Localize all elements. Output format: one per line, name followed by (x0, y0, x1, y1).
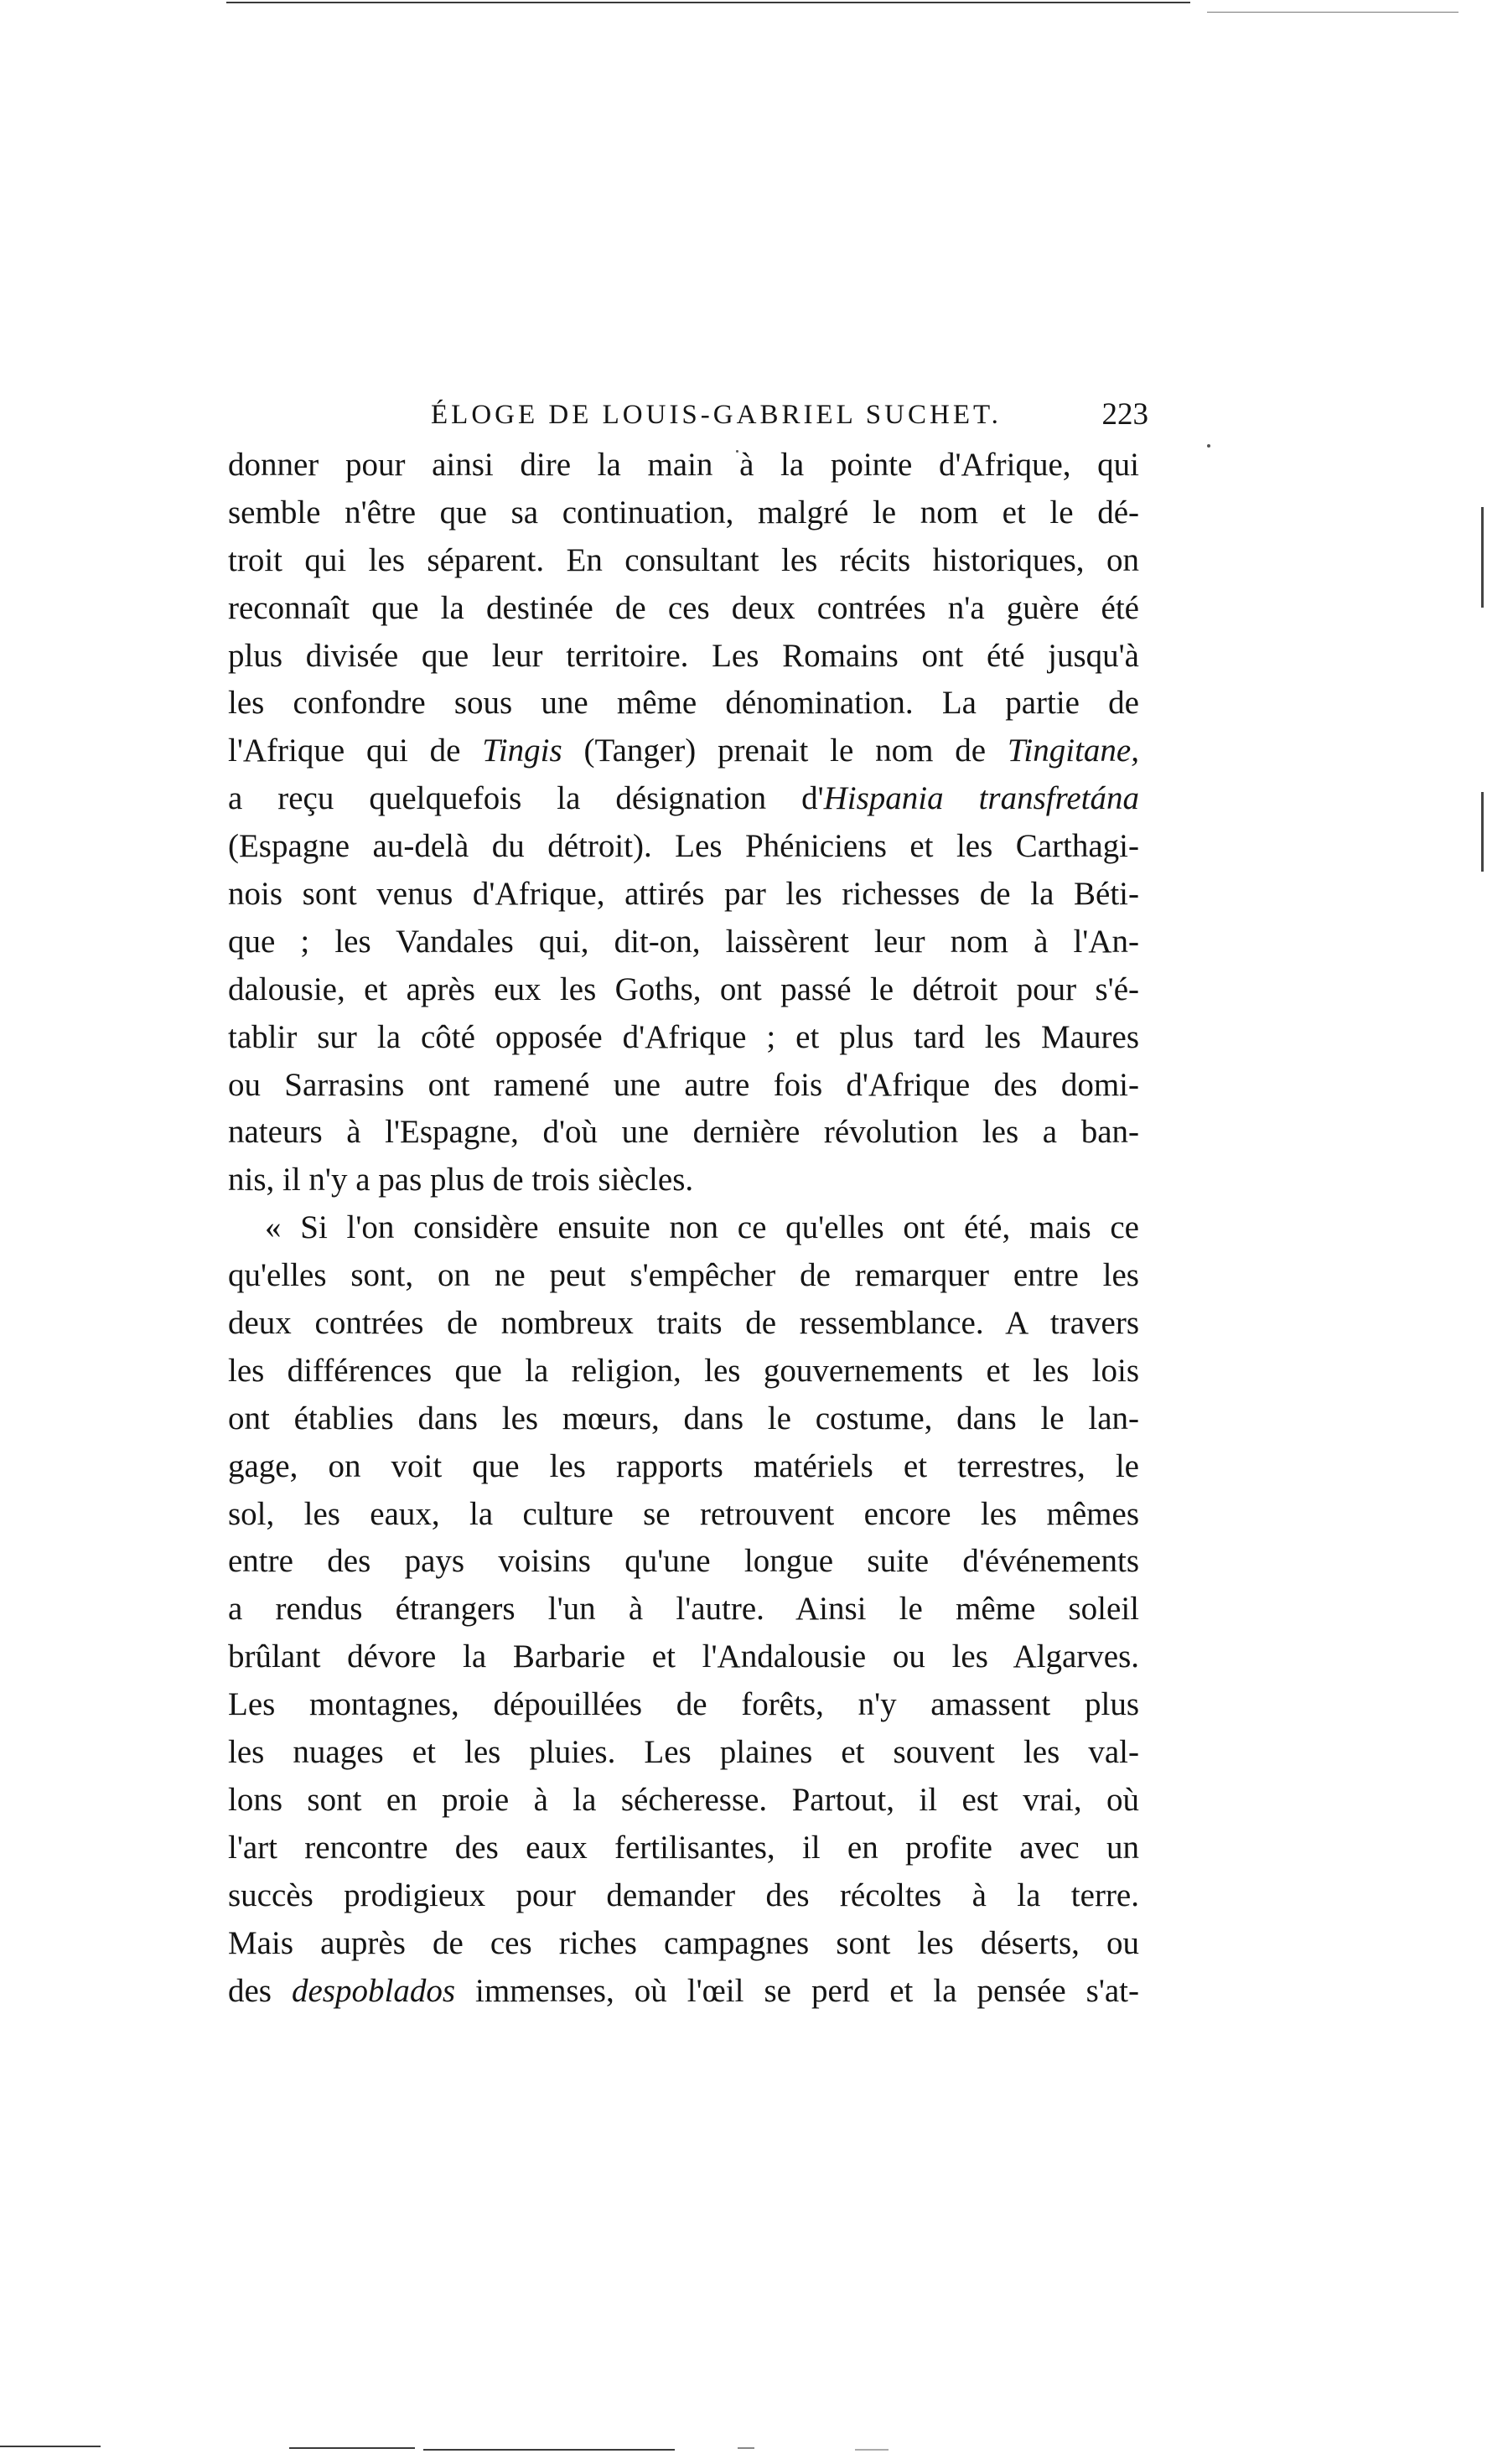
text-line: nateurs à l'Espagne, d'où une dernière révolution les a ban- (228, 1114, 1139, 1151)
text-segment: a reçu quelquefois la désignation d' (228, 780, 824, 817)
text-line: les confondre sous une même dénomination. La partie de (228, 685, 1139, 722)
scan-edge-line-bottom-2 (423, 2449, 675, 2451)
scan-speck (1207, 444, 1210, 448)
page-number: 223 (1101, 397, 1148, 432)
text-line: reconnaît que la destinée de ces deux contrées n'a guère été (228, 589, 1139, 626)
text-segment: immenses, où l'œil se perd et la pensée s'at- (455, 1972, 1139, 2009)
text-line: nois sont venus d'Afrique, attirés par les richesses de la Béti- (228, 876, 1139, 913)
text-line: que ; les Vandales qui, dit-on, laissèrent leur nom à l'An- (228, 923, 1139, 960)
text-line: nis, il n'y a pas plus de trois siècles. (228, 1162, 694, 1198)
scan-edge-line-bottom-4 (855, 2449, 889, 2451)
text-line: l'art rencontre des eaux fertilisantes, il en profite avec un (228, 1829, 1139, 1866)
text-line: brûlant dévore la Barbarie et l'Andalousie ou les Algarves. (228, 1638, 1139, 1675)
text-line: entre des pays voisins qu'une longue suite d'événements (228, 1543, 1139, 1580)
text-segment: (Tanger) prenait le nom de (562, 732, 1008, 769)
text-line (228, 775, 1139, 823)
scan-edge-line-top-right (1207, 12, 1459, 13)
paragraph (228, 442, 1139, 1204)
running-head (226, 394, 1148, 436)
body-text (228, 442, 1139, 2015)
running-title: ÉLOGE DE LOUIS-GABRIEL SUCHET. (431, 400, 1002, 430)
text-line (228, 727, 1139, 775)
text-line: « Si l'on considère ensuite non ce qu'elles ont été, mais ce (265, 1209, 1139, 1246)
scan-edge-line-bottom-3 (738, 2447, 754, 2449)
scan-edge-bar-right-2 (1481, 792, 1484, 872)
text-segment: l'Afrique qui de (228, 732, 483, 769)
text-segment: des (228, 1972, 292, 2009)
text-line: troit qui les séparent. En consultant les récits historiques, on (228, 541, 1139, 578)
text-line: les nuages et les pluies. Les plaines et souvent les val- (228, 1734, 1139, 1771)
text-line: tablir sur la côté opposée d'Afrique ; et plus tard les Maures (228, 1018, 1139, 1055)
text-line: ont établies dans les mœurs, dans le costume, dans le lan- (228, 1400, 1139, 1436)
italic-term: Hispania transfretána (823, 780, 1139, 817)
scan-edge-line-bottom-left (0, 2446, 101, 2447)
text-line (228, 1968, 1139, 2016)
text-line: Mais auprès de ces riches campagnes sont les déserts, ou (228, 1924, 1139, 1961)
italic-term: despoblados (292, 1972, 455, 2009)
text-line: lons sont en proie à la sécheresse. Partout, il est vrai, où (228, 1781, 1139, 1818)
text-line: plus divisée que leur territoire. Les Romains ont été jusqu'à (228, 637, 1139, 674)
text-line: ou Sarrasins ont ramené une autre fois d'Afrique des domi- (228, 1066, 1139, 1103)
text-line: donner pour ainsi dire la main à la pointe d'Afrique, qui (228, 447, 1139, 483)
text-line: semble n'être que sa continuation, malgré le nom et le dé- (228, 494, 1139, 531)
text-line: Les montagnes, dépouillées de forêts, n'y amassent plus (228, 1686, 1139, 1723)
text-line: gage, on voit que les rapports matériels et terrestres, le (228, 1447, 1139, 1484)
italic-term: Tingis (482, 732, 562, 769)
scan-edge-bar-right-1 (1481, 507, 1484, 608)
text-line: sol, les eaux, la culture se retrouvent encore les mêmes (228, 1495, 1139, 1532)
scan-edge-line-top (226, 2, 1190, 3)
paragraph (228, 1204, 1139, 2015)
text-line: (Espagne au-delà du détroit). Les Phéniciens et les Carthagi- (228, 828, 1139, 865)
text-line: succès prodigieux pour demander des récoltes à la terre. (228, 1876, 1139, 1913)
text-line: dalousie, et après eux les Goths, ont passé le détroit pour s'é- (228, 971, 1139, 1007)
scan-edge-line-bottom-1 (289, 2447, 415, 2449)
italic-term: Tingitane, (1007, 732, 1139, 769)
text-line: qu'elles sont, on ne peut s'empêcher de remarquer entre les (228, 1257, 1139, 1294)
text-line: deux contrées de nombreux traits de ressemblance. A travers (228, 1305, 1139, 1342)
text-line: a rendus étrangers l'un à l'autre. Ainsi le même soleil (228, 1591, 1139, 1628)
text-line: les différences que la religion, les gouvernements et les lois (228, 1352, 1139, 1389)
